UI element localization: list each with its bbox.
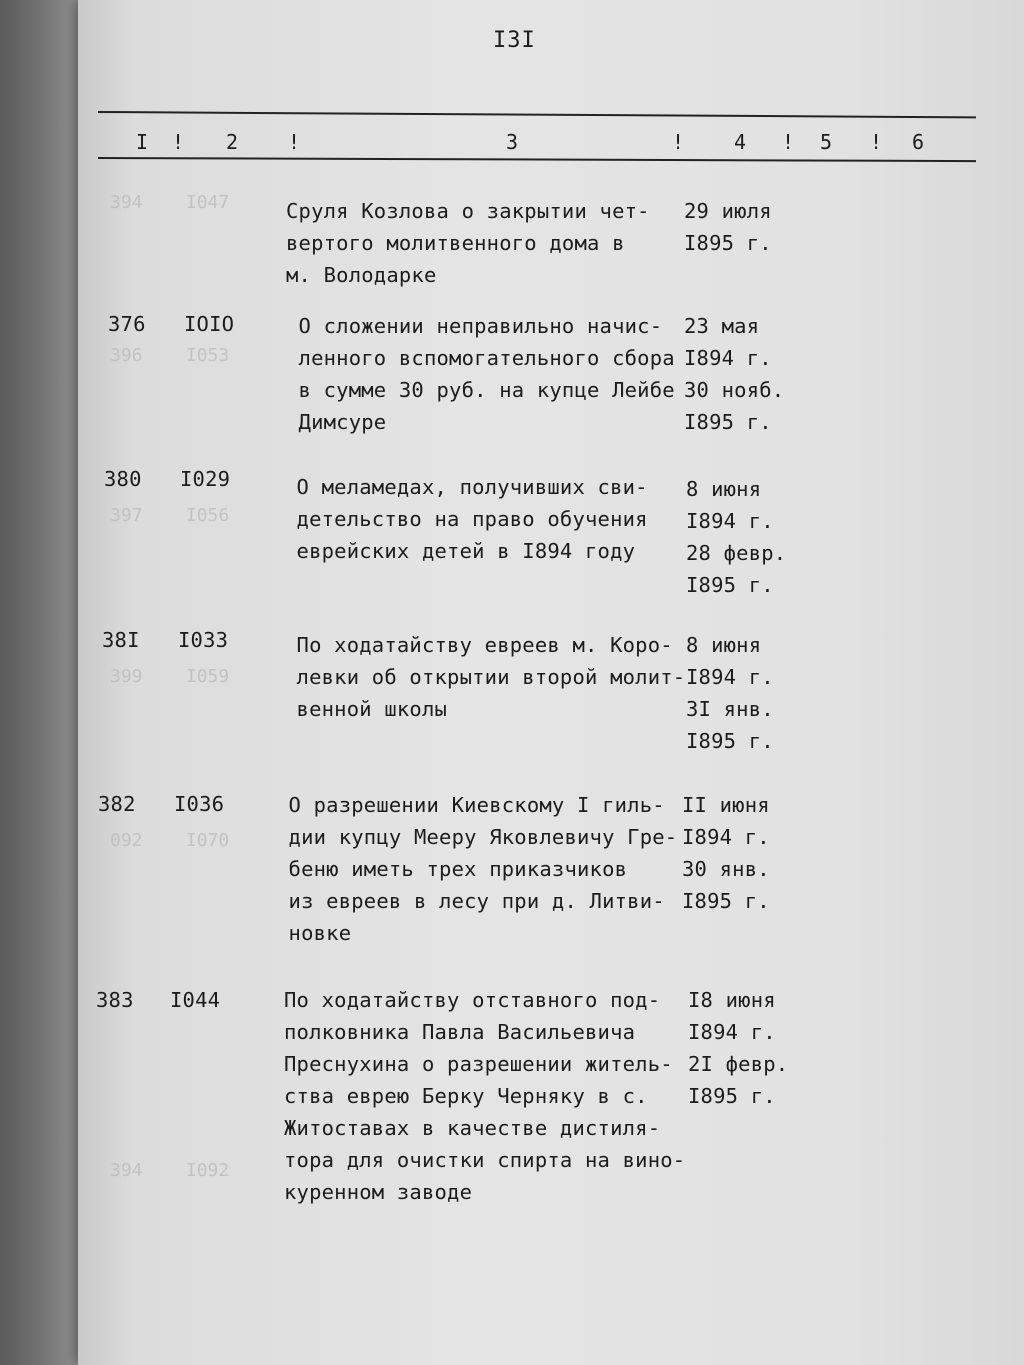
column-header-4: 4: [734, 130, 747, 154]
entry-title: Сруля Козлова о закрытии чет- вертого молитвенного дома в м. Володарке: [286, 199, 650, 287]
entry-number: 380: [104, 467, 142, 491]
book-spine-shadow: [0, 0, 86, 1365]
column-header-6: 6: [912, 130, 925, 154]
entry-number: 382: [98, 792, 136, 816]
bleed-through-text: 396 I053: [110, 345, 230, 366]
column-header-5: 5: [820, 130, 833, 154]
bleed-through-text: 394 I047: [110, 192, 230, 213]
bleed-through-text: 399 I059: [110, 666, 230, 687]
bleed-through-text: 092 I070: [110, 830, 230, 851]
entry-title: По ходатайству евреев м. Коро- левки об открытии второй молит- венной школы: [296, 633, 686, 721]
entry-file-number: IOIO: [184, 312, 235, 336]
entry-file-number: I033: [178, 628, 229, 652]
entry-number: 376: [108, 312, 146, 336]
entry-dates: 29 июля I895 г.: [684, 199, 772, 255]
column-separator: !: [672, 130, 685, 154]
entry-file-number: I029: [180, 467, 231, 491]
entry-title: О сложении неправильно начис- ленного вспомогательного сбора в сумме 30 руб. на купце Лейбе Димсуре: [298, 314, 675, 434]
column-separator: !: [288, 130, 301, 154]
column-header-2: 2: [226, 130, 239, 154]
column-header-3: 3: [506, 130, 519, 154]
entry-dates: 8 июня I894 г. 28 февр. I895 г.: [686, 477, 787, 597]
column-separator: !: [172, 130, 185, 154]
page-number: I3I: [493, 28, 536, 53]
entry-file-number: I036: [174, 792, 225, 816]
column-separator: !: [782, 130, 795, 154]
entry-file-number: I044: [170, 988, 221, 1012]
entry-number: 38I: [102, 628, 140, 652]
entry-dates: 23 мая I894 г. 30 нояб. I895 г.: [684, 314, 785, 434]
entry-title: О меламедах, получивших сви- детельство на право обучения еврейских детей в I894 году: [296, 475, 648, 563]
entry-title: По ходатайству отставного под- полковника Павла Васильевича Преснухина о разрешении житель- ства еврею Берку Черняку в с. Житоставах в качестве дистиля- тора для очистки спирта на вино- куренном заводе: [284, 988, 686, 1204]
entry-dates: II июня I894 г. 30 янв. I895 г.: [682, 793, 770, 913]
entry-number: 383: [96, 988, 134, 1012]
entry-dates: 8 июня I894 г. 3I янв. I895 г.: [686, 633, 774, 753]
entry-title: О разрешении Киевскому I гиль- дии купцу Мееру Яковлевичу Гре- беню иметь трех приказчиков из евреев в лесу при д. Литви- новке: [288, 793, 678, 945]
entry-dates: I8 июня I894 г. 2I февр. I895 г.: [688, 988, 789, 1108]
column-separator: !: [870, 130, 883, 154]
bleed-through-text: 397 I056: [110, 505, 230, 526]
column-header-1: I: [136, 130, 149, 154]
bleed-through-text: 394 I092: [110, 1160, 230, 1181]
